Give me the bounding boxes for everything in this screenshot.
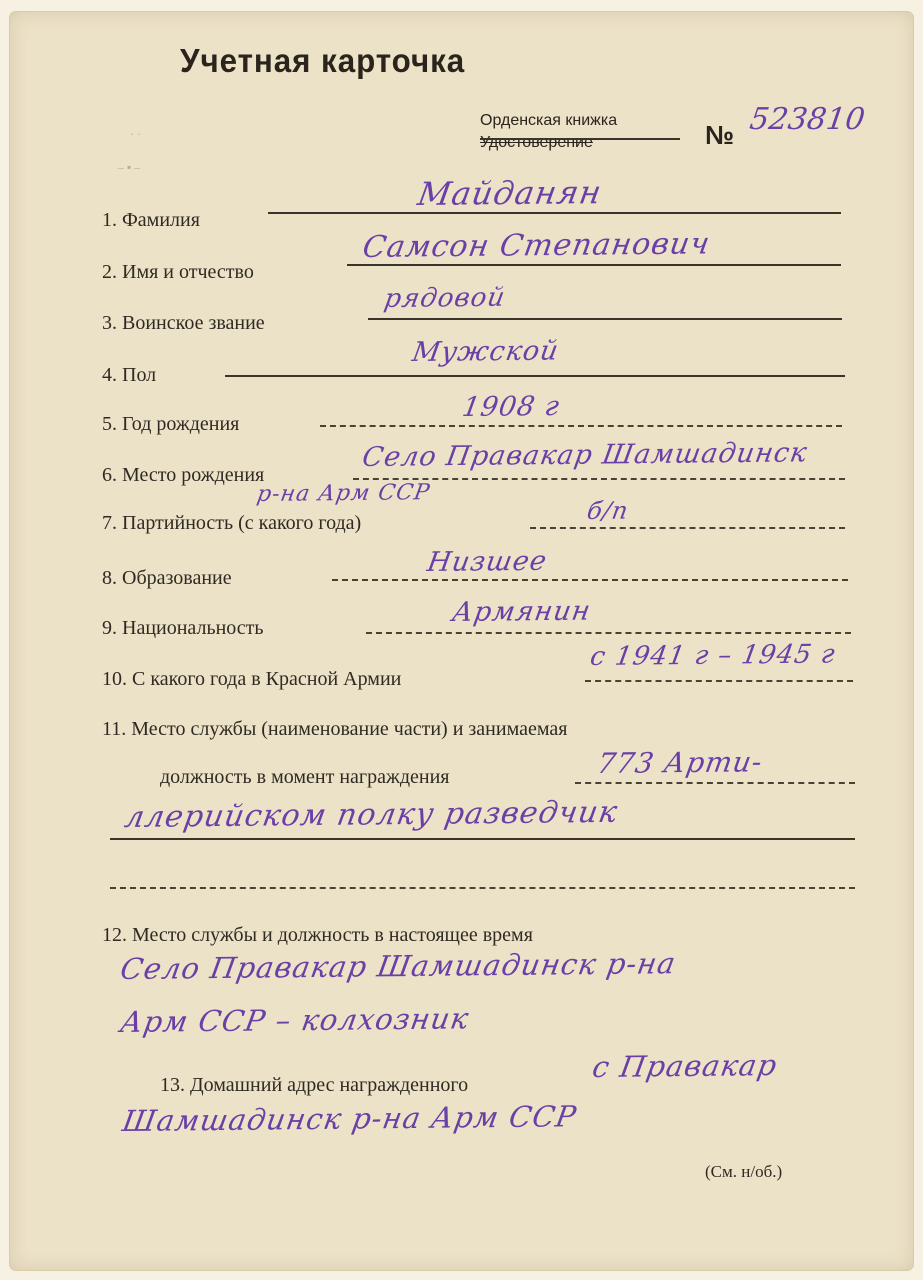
field-line <box>332 579 848 581</box>
field-value-education: Низшее <box>425 545 550 578</box>
field-line <box>110 838 855 840</box>
doc-type-certificate-struck: Удостоверение <box>480 134 593 151</box>
field-value-birthplace: Село Правакар Шамшадинск <box>360 437 810 473</box>
field-value-nationality: Армянин <box>450 595 594 628</box>
field-value-current-service: Село Правакар Шамшадинск р-на <box>118 946 679 986</box>
see-reverse-note: (См. н/об.) <box>705 1162 783 1181</box>
field-value-name: Самсон Степанович <box>360 226 713 265</box>
field-line <box>368 318 842 320</box>
field-line <box>110 887 855 889</box>
smudge-mark: – ▪ – <box>118 160 141 174</box>
card-title: Учетная карточка <box>180 42 466 79</box>
field-label-birthplace: 6. Место рождения <box>102 464 265 486</box>
field-line <box>575 782 855 784</box>
field-value-home-address: с Правакар <box>590 1048 780 1084</box>
field-line <box>320 425 842 427</box>
field-label-army-years: 10. С какого года в Красной Армии <box>102 668 402 690</box>
field-label-service-position: должность в момент награждения <box>160 766 450 788</box>
field-value-home-address-line2: Шамшадинск р-на Арм ССР <box>120 1099 580 1138</box>
number-sign: № <box>705 120 734 150</box>
field-line <box>585 680 853 682</box>
field-label-home-address: 13. Домашний адрес награжденного <box>160 1074 469 1096</box>
field-line <box>366 632 851 634</box>
card-number: 523810 <box>747 102 867 137</box>
field-value-birth-year: 1908 г <box>460 390 563 423</box>
smudge-mark: · · <box>130 127 141 141</box>
field-line <box>530 527 845 529</box>
field-label-party: 7. Партийность (с какого года) <box>102 512 362 534</box>
field-label-surname: 1. Фамилия <box>102 209 200 231</box>
field-value-birthplace-line2: р-на Арм ССР <box>255 480 433 507</box>
field-label-service-place: 11. Место службы (наименование части) и занимаемая <box>102 718 568 740</box>
record-card <box>10 12 913 1270</box>
field-value-current-service-line2: Арм ССР – колхозник <box>118 1001 472 1039</box>
doc-type-underline <box>480 138 680 140</box>
field-line <box>268 212 841 214</box>
field-value-party: б/п <box>585 496 631 525</box>
field-label-rank: 3. Воинское звание <box>102 312 265 334</box>
field-value-service-place: 773 Арти- <box>595 745 766 780</box>
field-label-name: 2. Имя и отчество <box>102 261 254 283</box>
field-label-education: 8. Образование <box>102 567 232 589</box>
field-value-army-years: с 1941 г – 1945 г <box>588 639 838 672</box>
field-label-birth-year: 5. Год рождения <box>102 413 240 435</box>
field-value-rank: рядовой <box>382 282 508 314</box>
field-label-nationality: 9. Национальность <box>102 617 264 639</box>
field-line <box>225 375 845 377</box>
field-value-surname: Майданян <box>415 173 605 213</box>
field-value-sex: Мужской <box>410 335 562 368</box>
document-type <box>480 112 617 152</box>
field-label-current-service: 12. Место службы и должность в настоящее время <box>102 924 533 946</box>
field-label-sex: 4. Пол <box>102 364 157 386</box>
doc-type-order-book: Орденская книжка <box>480 112 618 129</box>
field-value-service-place-line2: ллерийском полку разведчик <box>122 794 621 835</box>
